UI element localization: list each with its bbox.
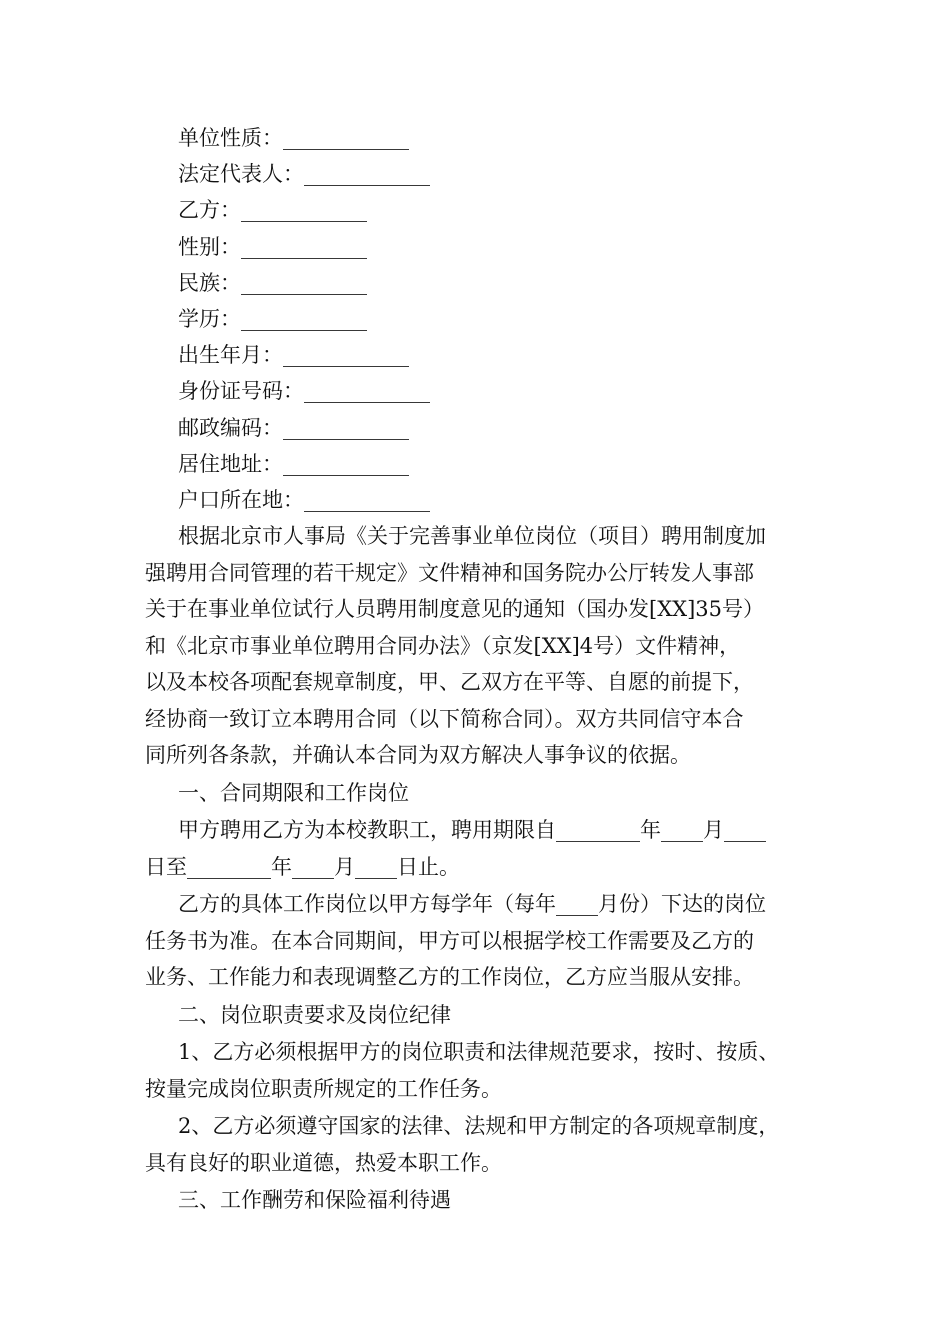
- section-heading-compensation: 三、工作酬劳和保险福利待遇: [178, 1188, 451, 1213]
- field-education: 学历：____________: [178, 306, 367, 331]
- intro-line: 强聘用合同管理的若干规定》文件精神和国务院办公厅转发人事部: [145, 560, 754, 585]
- field-id-number: 身份证号码：____________: [178, 379, 430, 404]
- field-household-registration: 户口所在地：____________: [178, 487, 430, 512]
- field-postal-code: 邮政编码：____________: [178, 415, 409, 440]
- term-line: 日至________年____月____日止。: [145, 854, 460, 879]
- section-heading-duties: 二、岗位职责要求及岗位纪律: [178, 1002, 451, 1027]
- intro-line: 和《北京市事业单位聘用合同办法》（京发[XX]4号）文件精神，: [145, 633, 741, 658]
- field-birth-date: 出生年月：____________: [178, 343, 409, 368]
- intro-line: 以及本校各项配套规章制度，甲、乙双方在平等、自愿的前提下，: [145, 670, 754, 695]
- term-paragraph: [145, 812, 810, 885]
- duty-line: 1、乙方必须根据甲方的岗位职责和法律规范要求，按时、按质、: [178, 1040, 780, 1065]
- position-paragraph: [145, 886, 810, 996]
- field-address: 居住地址：____________: [178, 451, 409, 476]
- duty-line: 具有良好的职业道德，热爱本职工作。: [145, 1150, 502, 1175]
- position-line: 业务、工作能力和表现调整乙方的工作岗位，乙方应当服从安排。: [145, 965, 754, 990]
- duty-line: 按量完成岗位职责所规定的工作任务。: [145, 1076, 502, 1101]
- field-ethnicity: 民族：____________: [178, 270, 367, 295]
- document-body: [145, 120, 810, 1219]
- duty-paragraph-1: [145, 1034, 810, 1107]
- intro-line: 根据北京市人事局《关于完善事业单位岗位（项目）聘用制度加: [178, 524, 766, 549]
- field-unit-nature: 单位性质：____________: [178, 126, 409, 150]
- position-line: 乙方的具体工作岗位以甲方每学年（每年____月份）下达的岗位: [178, 892, 766, 917]
- duty-paragraph-2: [145, 1108, 810, 1181]
- intro-line: 经协商一致订立本聘用合同（以下简称合同）。双方共同信守本合: [145, 706, 744, 731]
- intro-line: 关于在事业单位试行人员聘用制度意见的通知（国办发[XX]35号）: [145, 597, 765, 622]
- duty-line: 2、乙方必须遵守国家的法律、法规和甲方制定的各项规章制度，: [178, 1114, 780, 1139]
- field-gender: 性别：____________: [178, 234, 367, 259]
- section-heading-term: 一、合同期限和工作岗位: [178, 780, 409, 805]
- intro-line: 同所列各条款，并确认本合同为双方解决人事争议的依据。: [145, 743, 691, 768]
- intro-paragraph: [145, 518, 810, 774]
- field-legal-representative: 法定代表人：____________: [178, 162, 430, 187]
- term-line: 甲方聘用乙方为本校教职工，聘用期限自________年____月____: [178, 818, 766, 843]
- position-line: 任务书为准。在本合同期间，甲方可以根据学校工作需要及乙方的: [145, 928, 754, 953]
- field-party-b: 乙方：____________: [178, 198, 367, 223]
